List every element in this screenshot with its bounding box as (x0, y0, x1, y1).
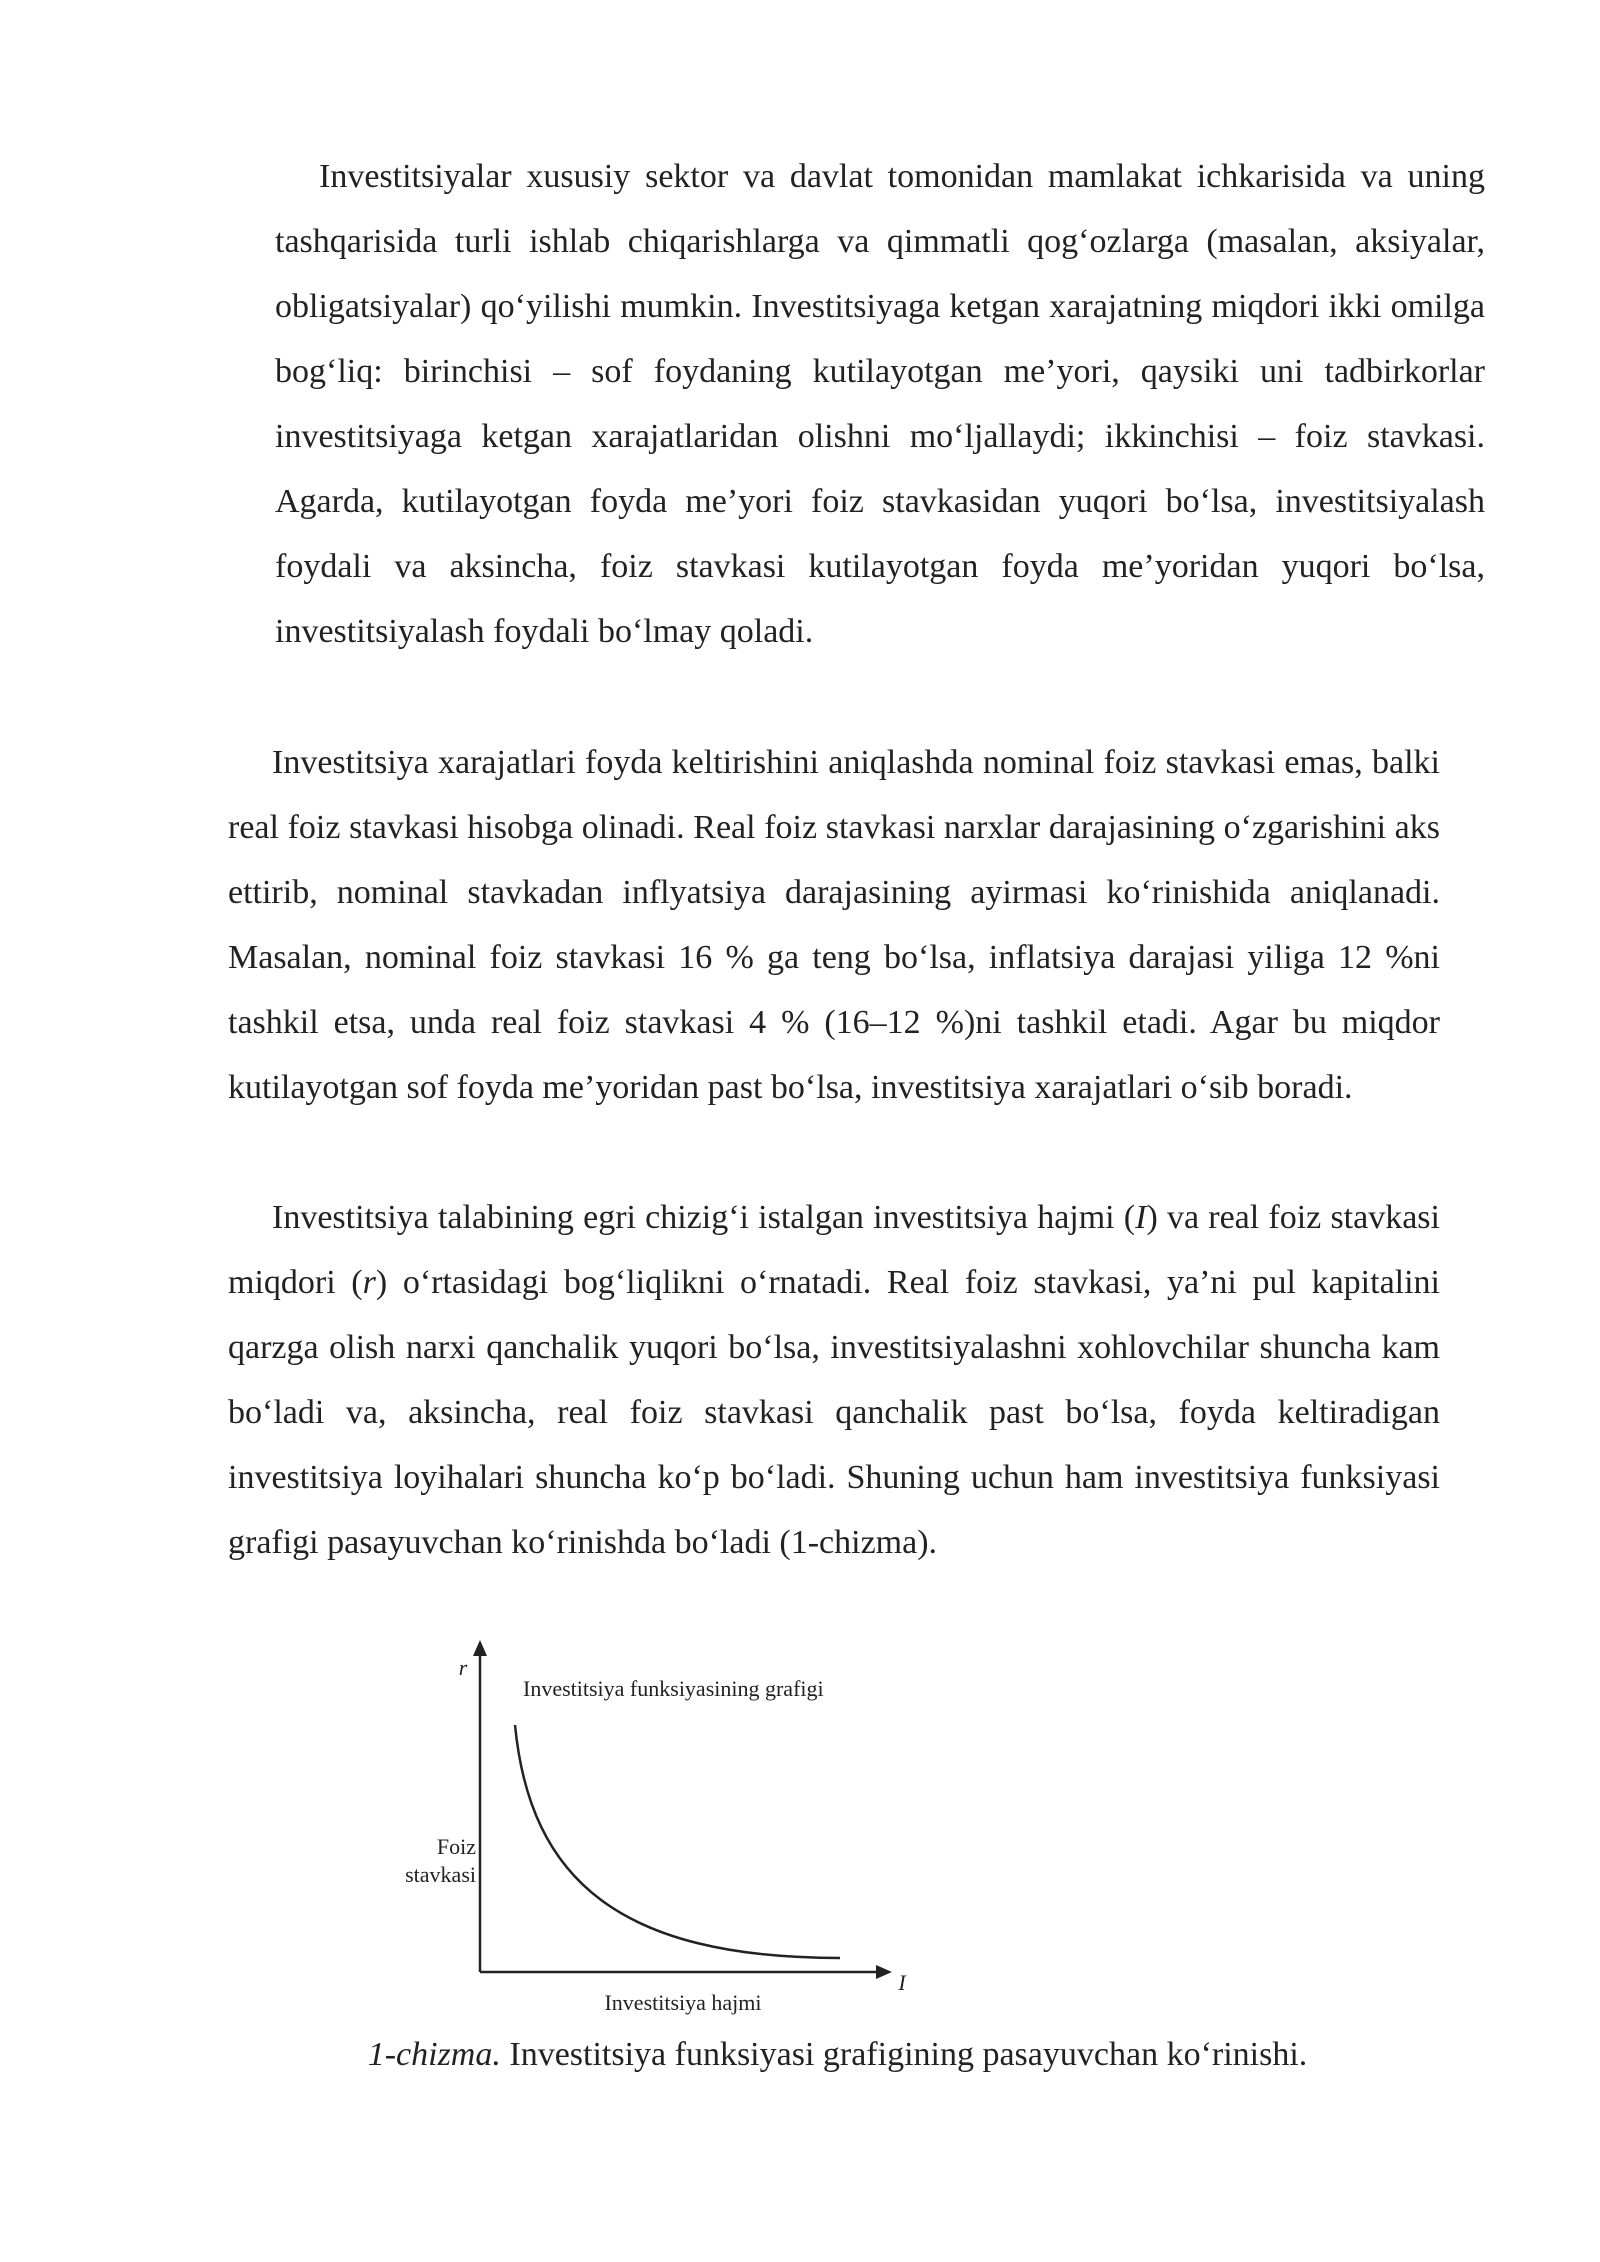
paragraph-3-symbol-r: r (362, 1264, 376, 1301)
paragraph-3-text-c: ) o‘rtasidagi bog‘liqlikni o‘rnatadi. Real foiz stavkasi, ya’ni pul kapitalini qarzga olish narxi qanchalik yuqori bo‘lsa, investitsiyalashni xohlovchilar shuncha kam bo‘ladi va, aksincha, real foiz stavkasi qanchalik past bo‘lsa, foyda keltiradigan investitsiya loyihalari shuncha ko‘p bo‘ladi. Shuning uchun ham investitsiya funksiyasi grafigi pasayuvchan ko‘rinishda bo‘ladi (1-chizma). (228, 1264, 1440, 1561)
paragraph-3 (228, 1185, 1440, 1575)
investment-function-figure (380, 1640, 920, 2030)
x-axis-label: Investitsiya hajmi (604, 1990, 762, 2015)
y-axis-label-line-2: stavkasi (405, 1862, 476, 1887)
curve-label: Investitsiya funksiyasining grafigi (523, 1676, 824, 1701)
figure-caption-label: 1-chizma. (367, 2036, 501, 2073)
y-axis-symbol: r (458, 1655, 468, 1680)
paragraph-3-text-a: Investitsiya talabining egri chizig‘i istalgan investitsiya hajmi ( (272, 1199, 1136, 1236)
y-axis-label-line-1: Foiz (436, 1834, 476, 1859)
paragraph-2 (228, 730, 1440, 1120)
paragraph-3-symbol-i: I (1135, 1199, 1147, 1236)
figure-caption-text: Investitsiya funksiyasi grafigining pasayuvchan ko‘rinishi. (500, 2036, 1308, 2073)
x-axis-arrow (876, 1965, 892, 1979)
paragraph-2-text: Investitsiya xarajatlari foyda keltirishini aniqlashda nominal foiz stavkasi emas, balki real foiz stavkasi hisobga olinadi. Real foiz stavkasi narxlar darajasining o‘zgarishini aks ettirib, nominal stavkadan inflyatsiya darajasining ayirmasi ko‘rinishida aniqlanadi. Masalan, nominal foiz stavkasi 16 % ga teng bo‘lsa, inflatsiya darajasi yiliga 12 %ni tashkil etsa, unda real foiz stavkasi 4 % (16–12 %)ni tashkil etadi. Agar bu miqdor kutilayotgan sof foyda me’yoridan past bo‘lsa, investitsiya xarajatlari o‘sib boradi. (228, 744, 1440, 1106)
paragraph-3-text-b: ) va real foiz stavkasi miqdori ( (228, 1199, 1440, 1301)
x-axis-symbol: I (898, 1970, 906, 1995)
paragraph-1-text: Investitsiyalar xususiy sektor va davlat tomonidan mamlakat ichkarisida va uning tashqarisida turli ishlab chiqarishlarga va qimmatli qog‘ozlarga (masalan, aksiyalar, obligatsiyalar) qo‘yilishi mumkin. Investitsiyaga ketgan xarajatning miqdori ikki omilga bog‘liq: birinchisi – sof foydaning kutilayotgan me’yori, qaysiki uni tadbirkorlar investitsiyaga ketgan xarajatlaridan olishni mo‘ljallaydi; ikkinchisi – foiz stavkasi. Agarda, kutilayotgan foyda me’yori foiz stavkasidan yuqori bo‘lsa, investitsiyalash foydali va aksincha, foiz stavkasi kutilayotgan foyda me’yoridan yuqori bo‘lsa, investitsiyalash foydali bo‘lmay qoladi. (275, 158, 1485, 650)
investment-demand-curve (515, 1725, 840, 1958)
figure-caption (200, 2030, 1475, 2080)
y-axis-arrow (473, 1640, 487, 1656)
paragraph-1 (275, 144, 1485, 664)
